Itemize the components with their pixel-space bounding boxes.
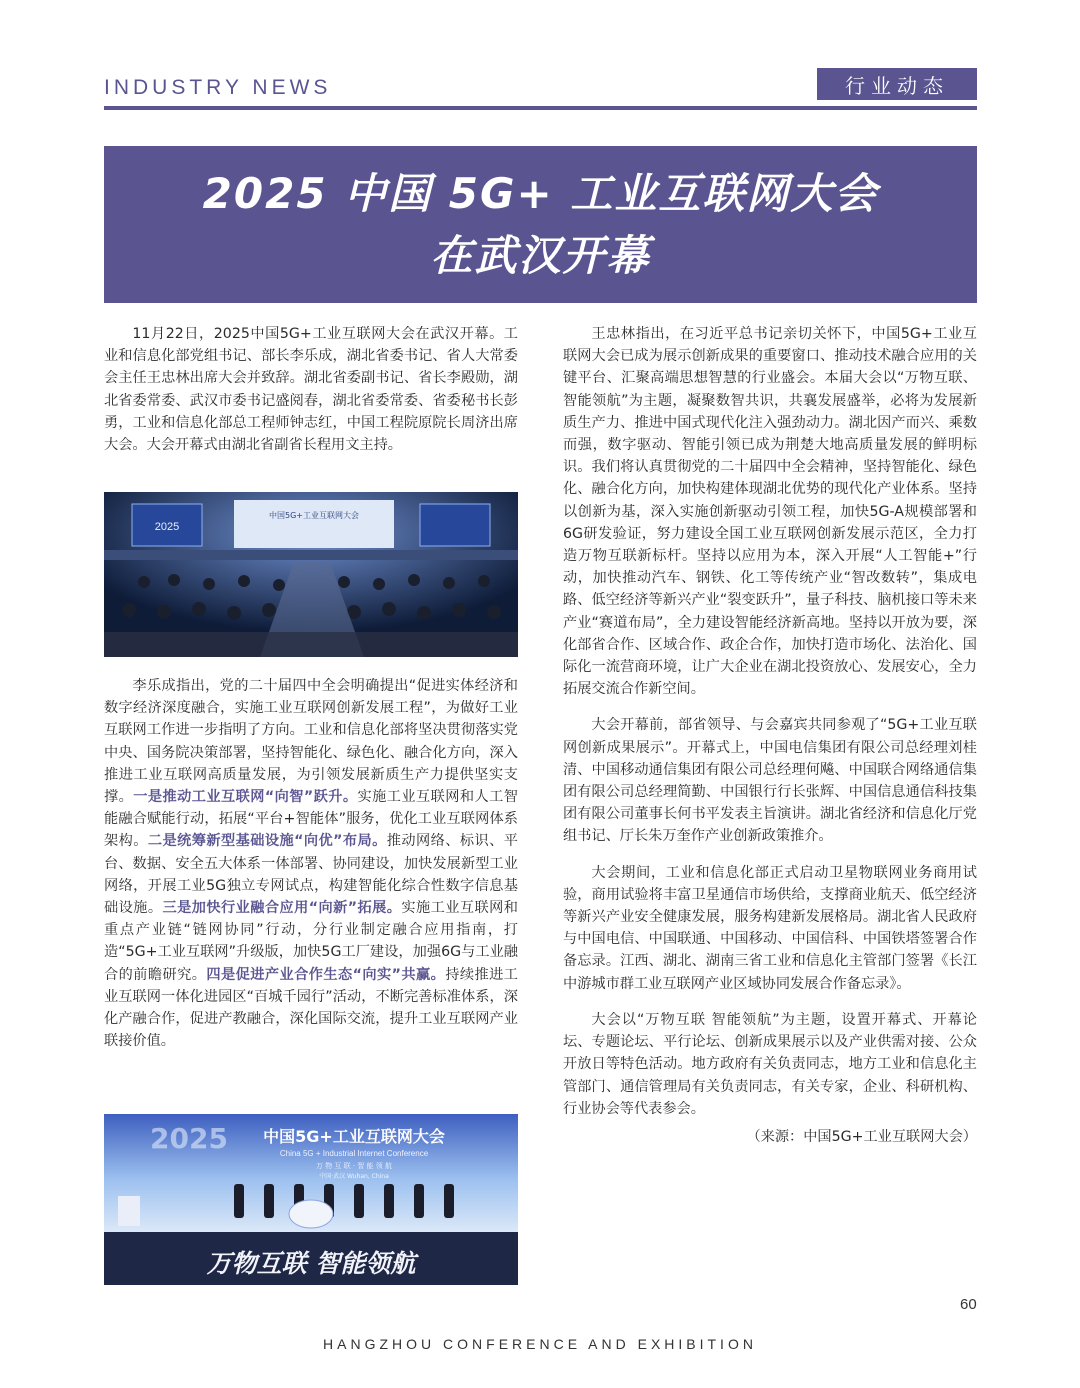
highlight-point-4: 四是促进产业合作生态“向实”共赢。 — [206, 966, 446, 983]
article-title-box — [104, 146, 977, 303]
page-number: 60 — [960, 1296, 977, 1313]
conference-hall-illustration — [104, 492, 518, 657]
point-4-text: 持续推进工业互联网一体化进园区“百城千园行”活动，不断完善标准体系，深化产融合作，促进产教融合，深化国际交流，提升工业互联网产业联接价值。 — [104, 966, 518, 1050]
slogan-text: 万物互联 智能领航 — [206, 1249, 416, 1278]
banner-theme-text: 万 物 互 联 · 智 能 领 航 — [315, 1162, 393, 1170]
highlight-point-3: 三是加快行业融合应用“向新”拓展。 — [162, 900, 402, 917]
left-column-body — [104, 675, 518, 1052]
article-title-line2: 在武汉开幕 — [430, 230, 651, 280]
banner-year-text: 2025 — [150, 1122, 228, 1155]
opening-ceremony-photo — [104, 1114, 518, 1285]
banner-city-text: 中国·武汉 Wuhan, China — [319, 1173, 389, 1180]
screen-year-text: 2025 — [154, 521, 180, 533]
conference-hall-photo — [104, 492, 518, 657]
screen-title-text: 中国5G+工业互联网大会 — [269, 511, 359, 520]
section-label-en: INDUSTRY NEWS — [104, 76, 332, 99]
left-column-top — [104, 323, 518, 456]
opening-ceremony-illustration — [104, 1114, 518, 1285]
banner-en-text: China 5G + Industrial Internet Conference — [279, 1149, 429, 1158]
paragraph-li-lecheng — [104, 675, 518, 1052]
paragraph-wang-zhonglin: 王忠林指出，在习近平总书记亲切关怀下，中国5G+工业互联网大会已成为展示创新成果的重要窗口、推动技术融合应用的关键平台、汇聚高端思想智慧的行业盛会。本届大会以“万物互联、智能领航”为主题，凝聚数智共识，共襄发展盛举，必将为发展新质生产力、推进中国式现代化注入强劲动力。湖北因产而兴、乘数而强，数字驱动、智能引领已成为荆楚大地高质量发展的鲜明标识。我们将认真贯彻党的二十届四中全会精神，坚持智能化、绿色化、融合化方向，加快构建体现湖北优势的现代化产业体系。坚持以创新为基，深入实施创新驱动引领工程，加快5G-A规模部署和6G研发验证，努力建设全国工业互联网创新发展示范区，全力打造万物互联新标杆。坚持以应用为本，深入开展“人工智能+”行动，加快推动汽车、钢铁、化工等传统产业“智改数转”，集成电路、低空经济等新兴产业“裂变跃升”，量子科技、脑机接口等未来产业“赛道布局”，全力建设智能经济新高地。坚持以开放为要，深化部省合作、区域合作、政企合作，加快打造市场化、法治化、国际化一流营商环境，让广大企业在湖北投资放心、发展安心，全力拓展交流合作新空间。 — [563, 326, 977, 698]
point-2-text: 推动网络、标识、平台、数据、安全五大体系一体部署、协同建设，加快发展新型工业网络，开展工业5G独立专网试点，构建智能化综合性数字信息基础设施。 — [104, 833, 518, 917]
section-label-cn: 行业动态 — [817, 68, 977, 100]
highlight-point-2: 二是统筹新型基础设施“向优”布局。 — [147, 833, 387, 850]
highlight-point-1: 一是推动工业互联网“向智”跃升。 — [133, 789, 358, 806]
header-divider — [104, 106, 977, 110]
paragraph-satellite-trial: 大会期间，工业和信息化部正式启动卫星物联网业务商用试验，商用试验将丰富卫星通信市场供给，支撑商业航天、低空经济等新兴产业安全健康发展，服务构建新发展格局。湖北省人民政府与中国电信、中国联通、中国移动、中国信科、中国铁塔签署合作备忘录。江西、湖北、湖南三省工业和信息化主管部门签署《长江中游城市群工业互联网产业区域协同发展合作备忘录》。 — [563, 864, 977, 992]
paragraph-li-intro: 李乐成指出，党的二十届四中全会明确提出“促进实体经济和数字经济深度融合，实施工业互联网创新发展工程”，为做好工业互联网工作进一步指明了方向。工业和信息化部将坚决贯彻落实党中央、国务院决策部署，坚持智能化、绿色化、融合化方向，深入推进工业互联网高质量发展，为引领发展新质生产力提供坚实支撑。 — [104, 678, 518, 806]
article-title-line1: 2025 中国 5G+ 工业互联网大会 — [202, 168, 879, 218]
point-3-text: 实施工业互联网和重点产业链“链网协同”行动，分行业制定融合应用指南，打造“5G+工业互联网”升级版，加快5G工厂建设，加强6G与工业融合的前瞻研究。 — [104, 900, 518, 983]
paragraph-intro: 11月22日，2025中国5G+工业互联网大会在武汉开幕。工业和信息化部党组书记、部长李乐成，湖北省委书记、省人大常委会主任王忠林出席大会并致辞。湖北省委副书记、省长李殿勋，湖北省委常委、武汉市委书记盛阅春，湖北省委常委、省委秘书长彭勇，工业和信息化部总工程师钟志红，中国工程院原院长周济出席大会。大会开幕式由湖北省副省长程用文主持。 — [104, 326, 518, 454]
footer-publication: HANGZHOU CONFERENCE AND EXHIBITION — [323, 1336, 757, 1352]
paragraph-opening-speeches: 大会开幕前，部省领导、与会嘉宾共同参观了“5G+工业互联网创新成果展示”。开幕式上，中国电信集团有限公司总经理刘桂清、中国移动通信集团有限公司总经理何飚、中国联合网络通信集团有限公司总经理简勤、中国银行行长张辉、中国信息通信科技集团有限公司董事长何书平发表主旨演讲。湖北省经济和信息化厅党组书记、厅长朱万奎作产业创新政策推介。 — [563, 717, 977, 845]
paragraph-theme-activities: 大会以“万物互联 智能领航”为主题，设置开幕式、开幕论坛、专题论坛、平行论坛、创新成果展示以及产业供需对接、公众开放日等特色活动。地方政府有关负责同志，地方工业和信息化主管部门、通信管理局有关负责同志，有关专家，企业、科研机构、行业协会等代表参会。 — [563, 1011, 977, 1117]
point-1-text: 实施工业互联网和人工智能融合赋能行动，拓展“平台+智能体”服务，优化工业互联网体系架构。 — [104, 789, 518, 850]
source-note: （来源：中国5G+工业互联网大会） — [746, 1128, 977, 1145]
banner-title-text: 中国5G+工业互联网大会 — [263, 1127, 445, 1146]
right-column — [563, 323, 977, 1148]
